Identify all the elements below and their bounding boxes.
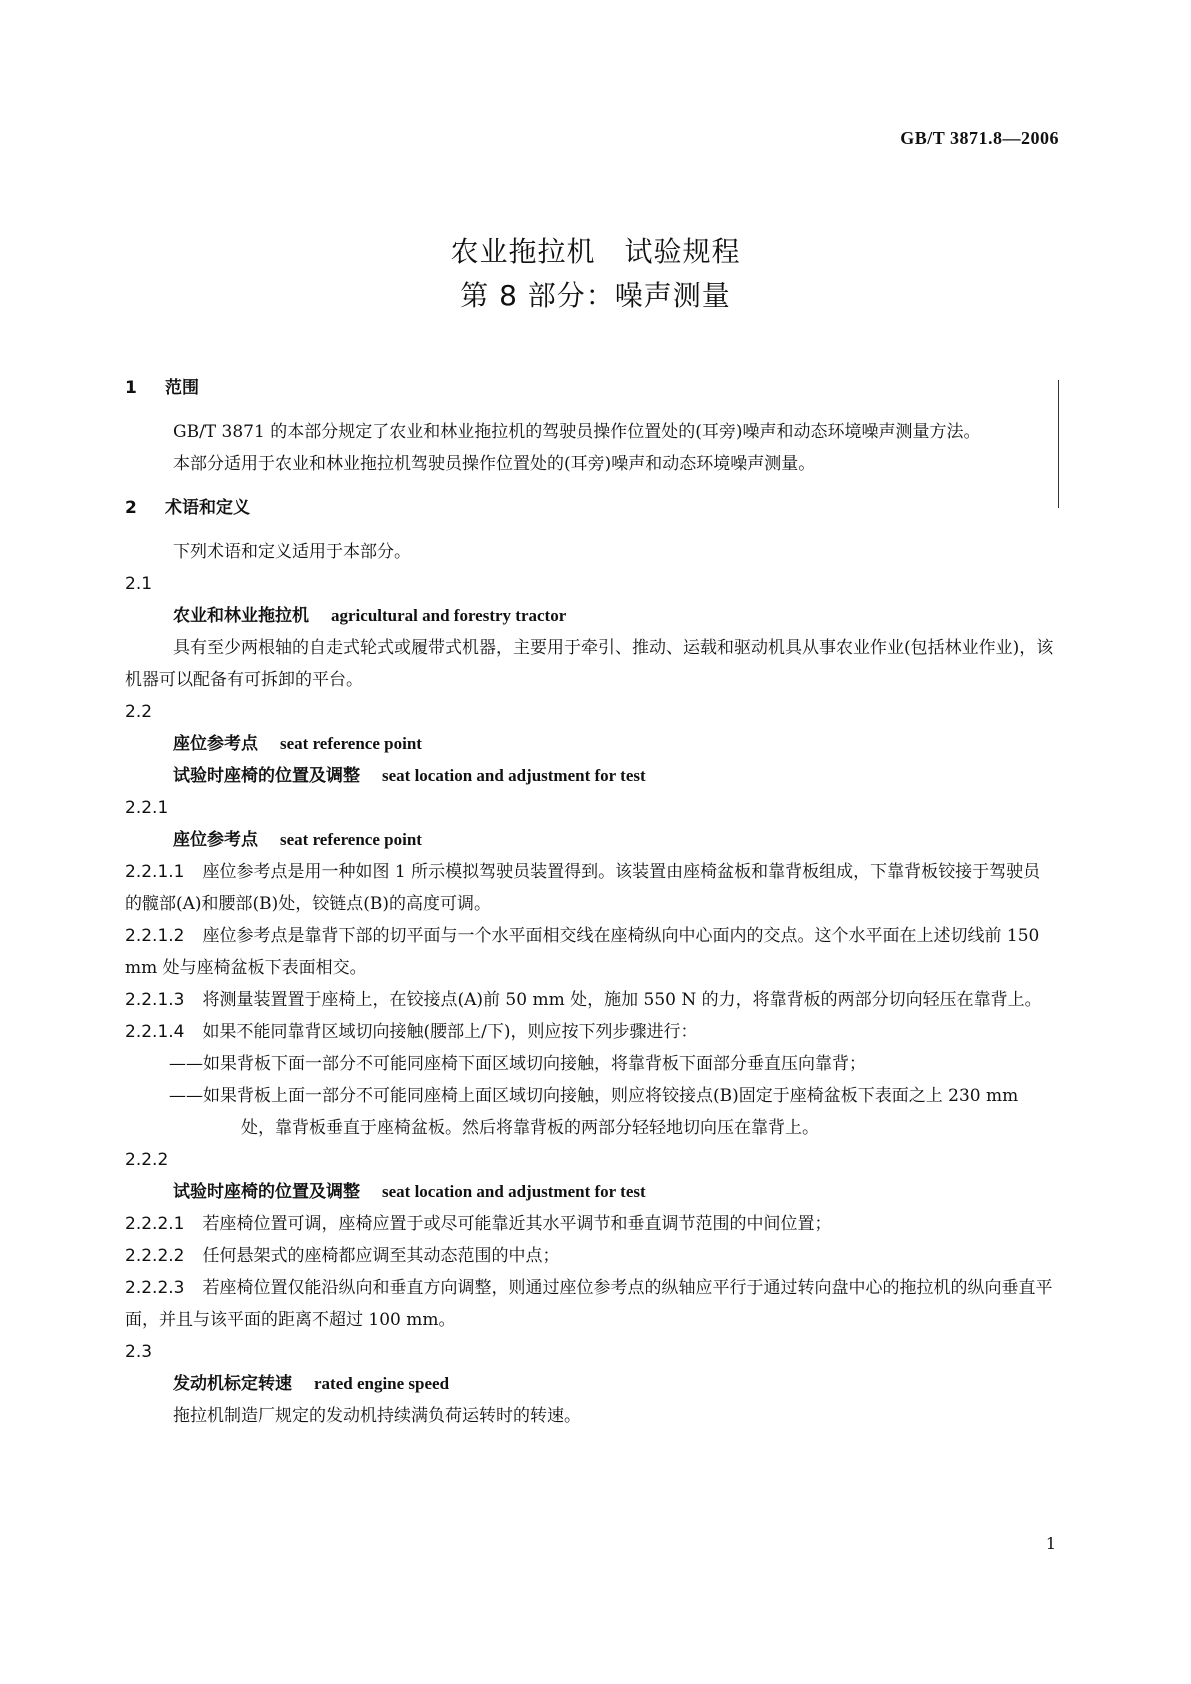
clause-number-2-1: 2.1 xyxy=(125,574,153,594)
scope-paragraph-1: GB/T 3871 的本部分规定了农业和林业拖拉机的驾驶员操作位置处的(耳旁)噪声和动态环境噪声测量方法。 xyxy=(173,422,981,442)
section-title: 术语和定义 xyxy=(165,498,250,518)
doc-title-line1: 农业拖拉机 试验规程 xyxy=(450,235,741,268)
term-cn: 发动机标定转速 xyxy=(173,1374,292,1394)
clause-text: 将测量装置置于座椅上，在铰接点(A)前 50 mm 处，施加 550 N 的力，将靠背板的两部分切向轻压在靠背上。 xyxy=(202,990,1042,1010)
clause-number-2-2-1: 2.2.1 xyxy=(125,798,169,818)
term-en: seat location and adjustment for test xyxy=(382,1182,646,1201)
clause-number: 2.2.1.2 xyxy=(125,926,185,946)
term-2-1 xyxy=(125,600,1055,632)
clause-number: 2.2.2.3 xyxy=(125,1278,185,1298)
section-title: 范围 xyxy=(165,378,199,398)
term-cn: 座位参考点 xyxy=(173,734,258,754)
clause-2-2-1-4 xyxy=(125,1016,1055,1048)
clause-text: 若座椅位置可调，座椅应置于或尽可能靠近其水平调节和垂直调节范围的中间位置； xyxy=(202,1214,832,1234)
term-en: seat location and adjustment for test xyxy=(382,766,646,785)
clause-2-2-2-1 xyxy=(125,1208,1055,1240)
dash-item-1: ——如果背板下面一部分不可能同座椅下面区域切向接触，将靠背板下面部分垂直压向靠背； xyxy=(169,1054,866,1074)
clause-number: 2.2.2.2 xyxy=(125,1246,185,1266)
clause-text: 若座椅位置仅能沿纵向和垂直方向调整，则通过座位参考点的纵轴应平行于通过转向盘中心的拖拉机的纵向垂直平面，并且与该平面的距离不超过 100 mm。 xyxy=(125,1278,1053,1330)
clause-number: 2.2.1.4 xyxy=(125,1022,185,1042)
clause-number-2-2-2: 2.2.2 xyxy=(125,1150,169,1170)
clause-2-2-1-3 xyxy=(125,984,1055,1016)
clause-text: 座位参考点是用一种如图 1 所示模拟驾驶员装置得到。该装置由座椅盆板和靠背板组成，下靠背板铰接于驾驶员的髋部(A)和腰部(B)处，铰链点(B)的高度可调。 xyxy=(125,862,1041,914)
term-2-2-2 xyxy=(125,1176,1055,1208)
document-body xyxy=(125,372,1055,1432)
term-cn: 试验时座椅的位置及调整 xyxy=(173,766,360,786)
section-number: 2 xyxy=(125,498,137,518)
term-en: rated engine speed xyxy=(314,1374,450,1393)
term-en: agricultural and forestry tractor xyxy=(331,606,567,625)
definition-2-3: 拖拉机制造厂规定的发动机持续满负荷运转时的转速。 xyxy=(173,1406,581,1426)
dash-item-2: ——如果背板上面一部分不可能同座椅上面区域切向接触，则应将铰接点(B)固定于座椅盆板下表面之上 230 mm 处，靠背板垂直于座椅盆板。然后将靠背板的两部分轻轻地切向压在靠背上。 xyxy=(169,1086,1019,1138)
term-2-2-b xyxy=(125,760,1055,792)
term-cn: 试验时座椅的位置及调整 xyxy=(173,1182,360,1202)
change-bar xyxy=(1058,380,1059,508)
section-number: 1 xyxy=(125,378,137,398)
clause-number: 2.2.2.1 xyxy=(125,1214,185,1234)
term-2-2-a xyxy=(125,728,1055,760)
term-cn: 农业和林业拖拉机 xyxy=(173,606,309,626)
term-cn: 座位参考点 xyxy=(173,830,258,850)
terms-intro: 下列术语和定义适用于本部分。 xyxy=(173,542,411,562)
term-en: seat reference point xyxy=(280,830,422,849)
term-2-2-1 xyxy=(125,824,1055,856)
clause-2-2-2-2 xyxy=(125,1240,1055,1272)
definition-2-1: 具有至少两根轴的自走式轮式或履带式机器，主要用于牵引、推动、运载和驱动机具从事农业作业(包括林业作业)，该机器可以配备有可拆卸的平台。 xyxy=(125,638,1054,690)
page-number: 1 xyxy=(1045,1534,1056,1553)
clause-text: 座位参考点是靠背下部的切平面与一个水平面相交线在座椅纵向中心面内的交点。这个水平面在上述切线前 150 mm 处与座椅盆板下表面相交。 xyxy=(125,926,1040,978)
term-2-3 xyxy=(125,1368,1055,1400)
clause-number-2-3: 2.3 xyxy=(125,1342,153,1362)
clause-text: 如果不能同靠背区域切向接触(腰部上/下)，则应按下列步骤进行： xyxy=(202,1022,698,1042)
clause-number: 2.2.1.1 xyxy=(125,862,185,882)
doc-title-line2: 第 8 部分：噪声测量 xyxy=(460,279,731,312)
scope-paragraph-2: 本部分适用于农业和林业拖拉机驾驶员操作位置处的(耳旁)噪声和动态环境噪声测量。 xyxy=(173,454,816,474)
clause-2-2-2-3 xyxy=(125,1272,1055,1336)
section-heading-scope xyxy=(125,372,1055,404)
clause-number: 2.2.1.3 xyxy=(125,990,185,1010)
clause-2-2-1-2 xyxy=(125,920,1055,984)
section-heading-terms xyxy=(125,492,1055,524)
term-en: seat reference point xyxy=(280,734,422,753)
clause-number-2-2: 2.2 xyxy=(125,702,153,722)
clause-text: 任何悬架式的座椅都应调至其动态范围的中点； xyxy=(202,1246,560,1266)
standard-id: GB/T 3871.8—2006 xyxy=(900,128,1059,148)
clause-2-2-1-1 xyxy=(125,856,1055,920)
